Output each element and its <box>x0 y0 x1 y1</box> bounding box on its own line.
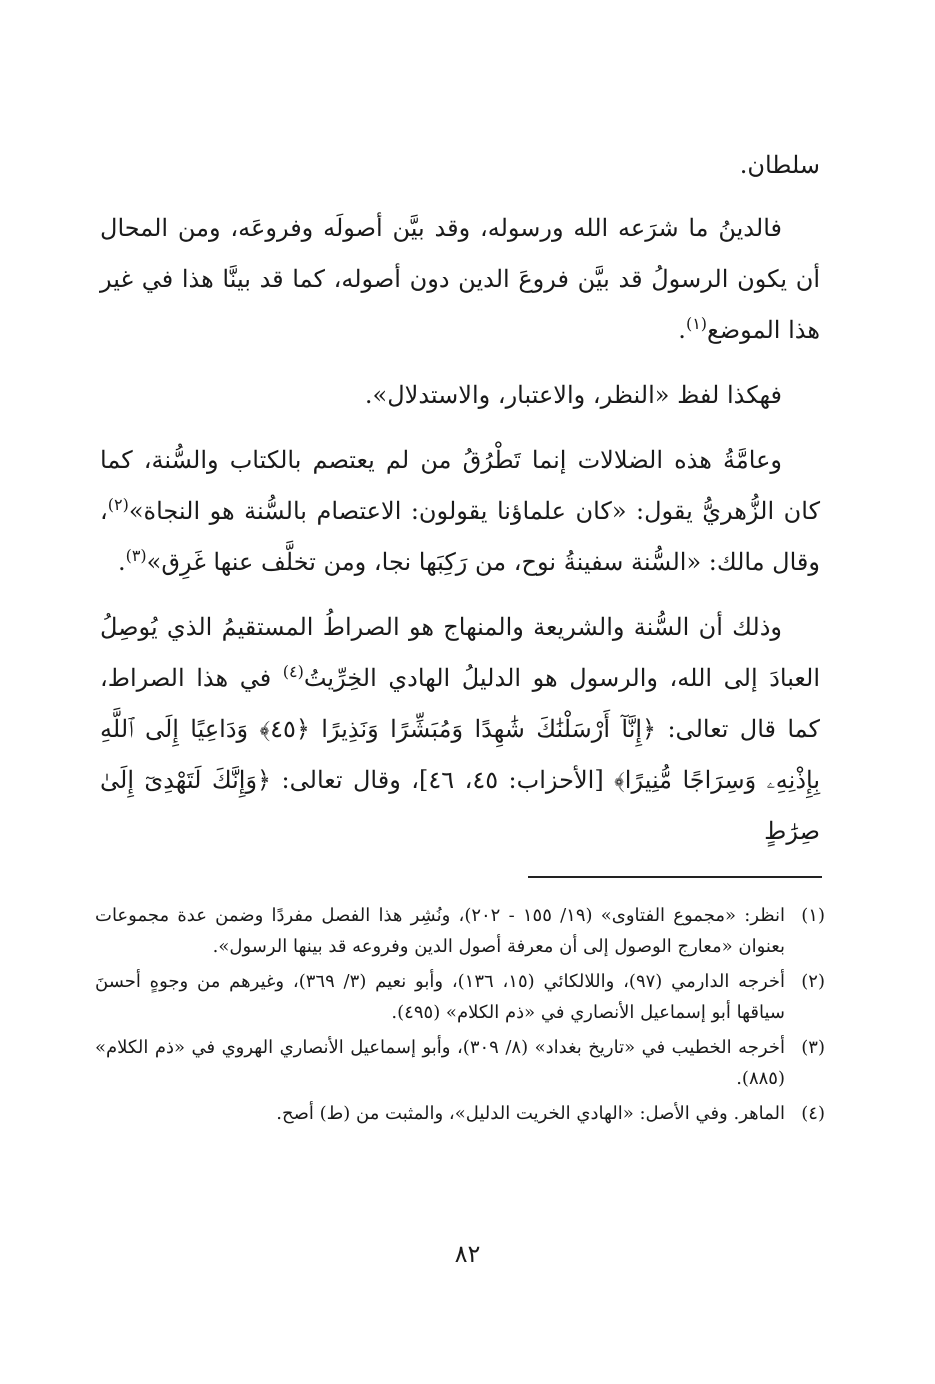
footnote-2 <box>95 966 825 1028</box>
footnote-ref-2[interactable]: (٢) <box>107 495 129 514</box>
paragraph-3-text-b: ، وقال مالك: «السُّنة سفينةُ نوح، من رَكِبَها نجا، ومن تخلَّف عنها غَرِق» <box>100 497 820 576</box>
footnote-ref-4[interactable]: (٤) <box>282 662 304 681</box>
paragraph-1-text: فالدينُ ما شرَعه الله ورسوله، وقد بيَّن أصولَه وفروعَه، ومن المحال أن يكون الرسولُ قد بيَّن فروعَ الدين دون أصوله، كما قد بينَّا هذا في غير هذا الموضع <box>100 214 820 344</box>
quran-verse-1: ﴿إِنَّآ أَرْسَلْنَٰكَ شَٰهِدًا وَمُبَشِّرًا وَنَذِيرًا ﴿٤٥﴾ وَدَاعِيًا إِلَى ٱللَّهِ بِإِذْنِهِۦ وَسِرَاجًا مُّنِيرًا﴾ <box>100 715 821 794</box>
footnote-text: انظر: «مجموع الفتاوى» (١٩/ ١٥٥ - ٢٠٢)، ونُشِر هذا الفصل مفردًا وضمن عدة مجموعات بعنوان «معارج الوصول إلى أن معرفة أصول الدين وفروعه قد بينها الرسول». <box>95 905 785 957</box>
footnote-ref-3[interactable]: (٣) <box>125 546 147 565</box>
footnote-ref-1[interactable]: (١) <box>685 314 708 333</box>
paragraph-4-text-a: وذلك أن السُّنة والشريعة والمنهاج هو الصراطُ المستقيمُ الذي يُوصِلُ العبادَ إلى الله، والرسول هو الدليلُ الهادي الخِرِّيتُ <box>100 613 820 692</box>
footnote-4 <box>95 1098 825 1129</box>
footnote-text: أخرجه الدارمي (٩٧)، واللالكائي (١٥، ١٣٦)، وأبو نعيم (٣/ ٣٦٩)، وغيرهم من وجوهٍ أحسنَ سياقها أبو إسماعيل الأنصاري في «ذم الكلام» (٤٩٥). <box>95 971 786 1023</box>
paragraph-1-end: . <box>678 316 686 344</box>
paragraph-4 <box>100 602 820 857</box>
footnote-number: (٢) <box>801 971 825 992</box>
quran-verse-2: ﴿وَإِنَّكَ لَتَهْدِىٓ إِلَىٰ صِرَٰطٍ <box>100 766 820 845</box>
footnote-number: (١) <box>801 905 825 926</box>
main-text <box>100 140 820 871</box>
footnotes <box>95 900 825 1133</box>
paragraph-3-end: . <box>117 548 126 576</box>
footnote-text: الماهر. وفي الأصل: «الهادي الخريت الدليل»، والمثبت من (ط) أصح. <box>276 1103 785 1124</box>
paragraph-3 <box>100 435 820 588</box>
footnote-number: (٤) <box>801 1103 825 1124</box>
page-number: ٨٢ <box>454 1240 481 1268</box>
paragraph-2-text: فهكذا لفظ «النظر، والاعتبار، والاستدلال». <box>364 381 782 409</box>
paragraph-0-text: سلطان. <box>739 151 820 179</box>
paragraph-2 <box>100 370 820 421</box>
paragraph-4-text-c: [الأحزاب: ٤٥، ٤٦]، وقال تعالى: <box>271 766 615 794</box>
footnote-1 <box>95 900 825 962</box>
footnote-3 <box>95 1032 825 1094</box>
paragraph-4-text-b: في هذا الصراط، كما قال تعالى: <box>100 664 820 743</box>
footnote-number: (٣) <box>801 1037 825 1058</box>
paragraph-1 <box>100 203 820 356</box>
paragraph-3-text-a: وعامَّةُ هذه الضلالات إنما تَطْرُقُ من لم يعتصم بالكتاب والسُّنة، كما كان الزُّهريُّ يقول: «كان علماؤنا يقولون: الاعتصام بالسُّنة هو النجاة» <box>100 446 820 525</box>
footnote-text: أخرجه الخطيب في «تاريخ بغداد» (٨/ ٣٠٩)، وأبو إسماعيل الأنصاري الهروي في «ذم الكلام» (٨٨٥). <box>95 1037 785 1089</box>
paragraph-0 <box>100 140 820 191</box>
footnote-separator <box>528 876 822 878</box>
